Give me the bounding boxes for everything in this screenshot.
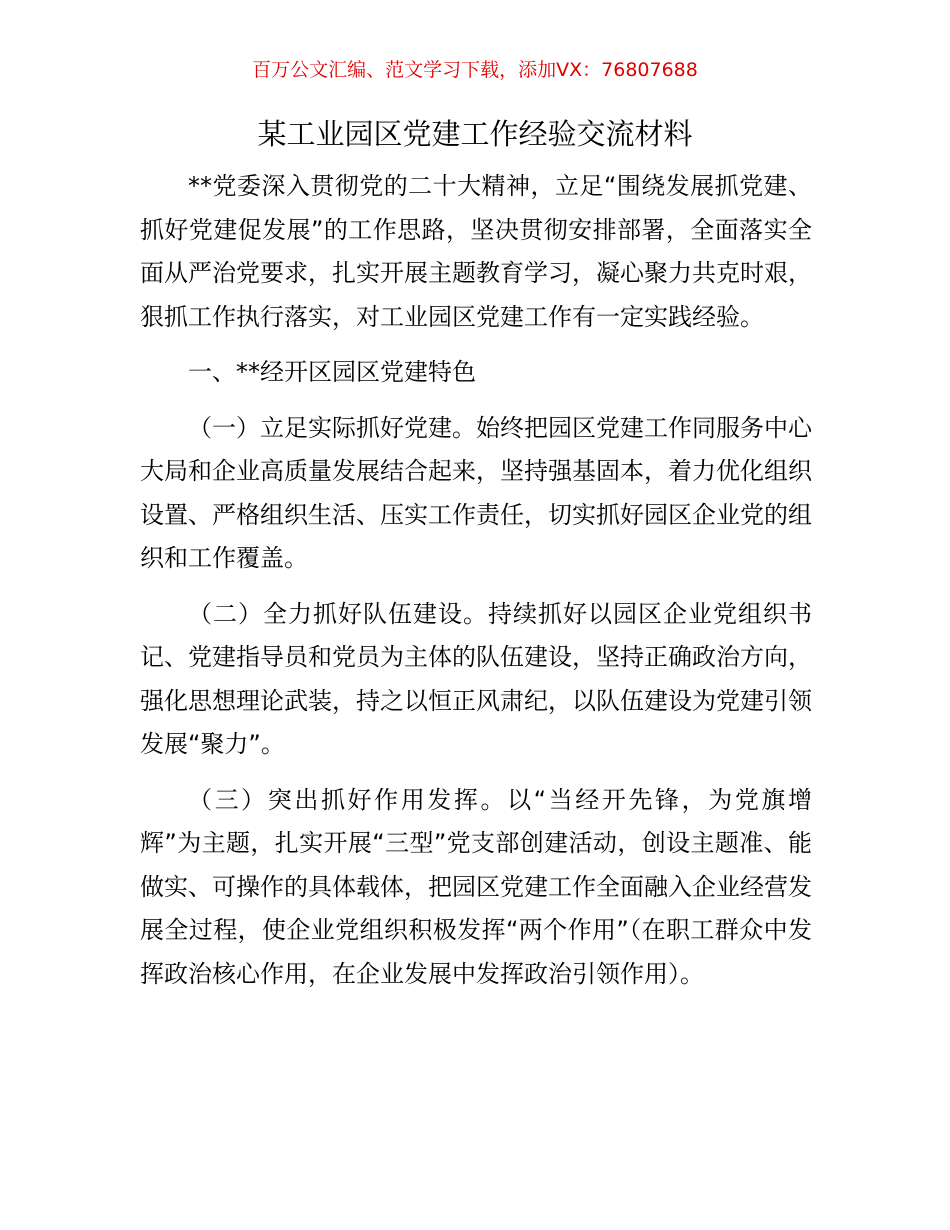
item-paragraph-2: （二）全力抓好队伍建设。持续抓好以园区企业党组织书记、党建指导员和党员为主体的队伍建设，坚持正确政治方向，强化思想理论武装，持之以恒正风肃纪，以队伍建设为党建引领发展“聚力”。 (140, 599, 812, 758)
section-heading: 一、**经开区园区党建特色 (188, 358, 476, 386)
item-paragraph-3: （三）突出抓好作用发挥。以“当经开先锋，为党旗增辉”为主题，扎实开展“三型”党支部创建活动，创设主题准、能做实、可操作的具体载体，把园区党建工作全面融入企业经营发展全过程，使企业党组织积极发挥“两个作用”（在职工群众中发挥政治核心作用，在企业发展中发挥政治引领作用）。 (140, 785, 812, 988)
document-title: 某工业园区党建工作经验交流材料 (257, 117, 693, 151)
watermark-banner: 百万公文汇编、范文学习下载，添加VX：76807688 (252, 59, 698, 81)
item-paragraph-1: （一）立足实际抓好党建。始终把园区党建工作同服务中心大局和企业高质量发展结合起来，坚持强基固本，着力优化组织设置、严格组织生活、压实工作责任，切实抓好园区企业党的组织和工作覆盖。 (140, 413, 812, 572)
document-body (140, 165, 812, 1008)
intro-paragraph: **党委深入贯彻党的二十大精神，立足“围绕发展抓党建、抓好党建促发展”的工作思路，坚决贯彻安排部署，全面落实全面从严治党要求，扎实开展主题教育学习，凝心聚力共克时艰，狠抓工作执行落实，对工业园区党建工作有一定实践经验。 (140, 172, 812, 331)
